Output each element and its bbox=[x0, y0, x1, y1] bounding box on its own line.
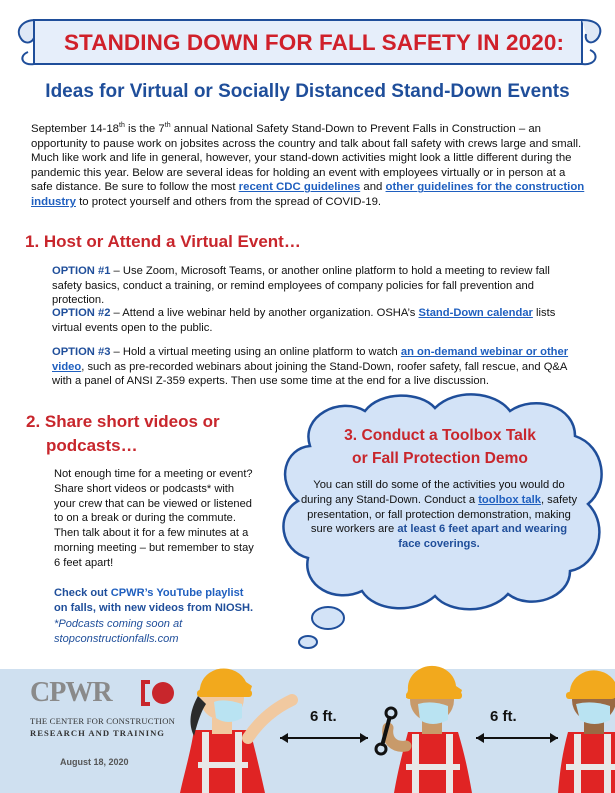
option-label: OPTION #3 bbox=[52, 346, 111, 358]
youtube-playlist-link[interactable]: CPWR’s YouTube playlist bbox=[110, 587, 244, 599]
intro-text: September 14-18 bbox=[31, 123, 120, 135]
intro-text: annual National Safety Stand-Down to Prevent Falls in Construction – an opportunity to pause work on jobsites across the country and talk about fall safety with crews large and small. Much like work and life in general, however, your stand-down activities might look a little different during the pandemic this year. Below are several ideas for holding an event with employees virtually or in person at a safe distance. Be sure to follow the most bbox=[31, 123, 582, 194]
body-text: You can still do some of the activities you would do during any Stand-Down. Conduct a bbox=[300, 479, 565, 506]
body-text: , safety presentation, or fall protection demonstration, making sure workers are bbox=[307, 493, 578, 536]
option-text: lists virtual events open to the public. bbox=[52, 307, 556, 334]
logo-subtitle: RESEARCH AND TRAINING bbox=[30, 728, 165, 738]
option-text: – Hold a virtual meeting using an online platform to watch bbox=[110, 346, 401, 358]
distance-highlight: at least 6 feet apart and wearing face coverings. bbox=[397, 523, 568, 551]
section-2-body: Not enough time for a meeting or event? Share short videos or podcasts* with your crew that can be viewed or listened to on a break or during the commute. Then talk about it for a few minutes at a morning meeting – but remember to stay 6 feet apart! bbox=[54, 468, 254, 569]
option-3 bbox=[52, 345, 572, 389]
superscript: th bbox=[119, 122, 125, 130]
toolbox-talk-link[interactable]: toolbox talk bbox=[478, 493, 541, 506]
section-3-body bbox=[300, 478, 578, 552]
banner-title: STANDING DOWN FOR FALL SAFETY IN 2020: bbox=[63, 30, 565, 55]
heading-line: podcasts… bbox=[46, 436, 138, 455]
heading-line: 2. Share short videos or bbox=[26, 412, 220, 431]
page-subtitle: Ideas for Virtual or Socially Distanced Stand-Down Events bbox=[45, 81, 570, 102]
on-demand-webinar-link[interactable]: an on-demand webinar or other video bbox=[52, 346, 569, 373]
logo-subtitle: THE CENTER FOR CONSTRUCTION bbox=[30, 716, 176, 726]
worker-3-icon bbox=[558, 670, 615, 793]
cpwr-logo-icon bbox=[140, 678, 176, 708]
youtube-callout bbox=[54, 586, 254, 615]
heading-line: or Fall Protection Demo bbox=[352, 450, 528, 467]
section-1-heading: 1. Host or Attend a Virtual Event… bbox=[25, 232, 301, 251]
cdc-guidelines-link[interactable]: recent CDC guidelines bbox=[238, 181, 361, 194]
callout-text: on falls, with new videos from NIOSH. bbox=[54, 601, 254, 614]
distance-label-2: 6 ft. bbox=[490, 708, 517, 725]
worker-1-icon bbox=[180, 668, 292, 793]
cpwr-logo-text: CPWR bbox=[30, 677, 112, 708]
superscript: th bbox=[164, 122, 171, 130]
intro-text: is the 7 bbox=[124, 123, 165, 135]
distance-label-1: 6 ft. bbox=[310, 708, 337, 725]
podcast-line: *Podcasts coming soon at bbox=[54, 618, 183, 630]
callout-text: Check out bbox=[54, 587, 111, 599]
heading-line: 3. Conduct a Toolbox Talk bbox=[344, 427, 536, 444]
section-2-heading bbox=[26, 410, 246, 458]
workers-illustration bbox=[180, 620, 615, 793]
intro-paragraph bbox=[31, 122, 586, 210]
option-label: OPTION #1 bbox=[52, 265, 111, 277]
worker-2-icon bbox=[376, 666, 472, 793]
option-text: – Attend a live webinar held by another organization. OSHA’s bbox=[110, 307, 419, 319]
option-2 bbox=[52, 306, 572, 335]
option-text: , such as pre-recorded webinars about joining the Stand-Down, roofer safety, fall rescue, and Q&A with a panel of ANSI Z-359 experts. Then use some time at the end for a live discussion. bbox=[52, 360, 567, 388]
intro-text: and bbox=[360, 181, 386, 194]
section-3-heading bbox=[306, 424, 574, 470]
option-text: – Use Zoom, Microsoft Teams, or another online platform to hold a meeting to review fall safety basics, conduct a training, or remind employees of company policies for fall prevention and protection. bbox=[52, 265, 550, 307]
option-label: OPTION #2 bbox=[52, 307, 111, 319]
podcast-url: stopconstructionfalls.com bbox=[54, 632, 179, 645]
construction-guidelines-link[interactable]: other guidelines for the construction industry bbox=[31, 181, 585, 208]
option-1 bbox=[52, 264, 572, 308]
intro-text: to protect yourself and others from the spread of COVID-19. bbox=[75, 195, 382, 208]
stand-down-calendar-link[interactable]: Stand-Down calendar bbox=[418, 307, 533, 319]
publish-date: August 18, 2020 bbox=[60, 757, 129, 767]
